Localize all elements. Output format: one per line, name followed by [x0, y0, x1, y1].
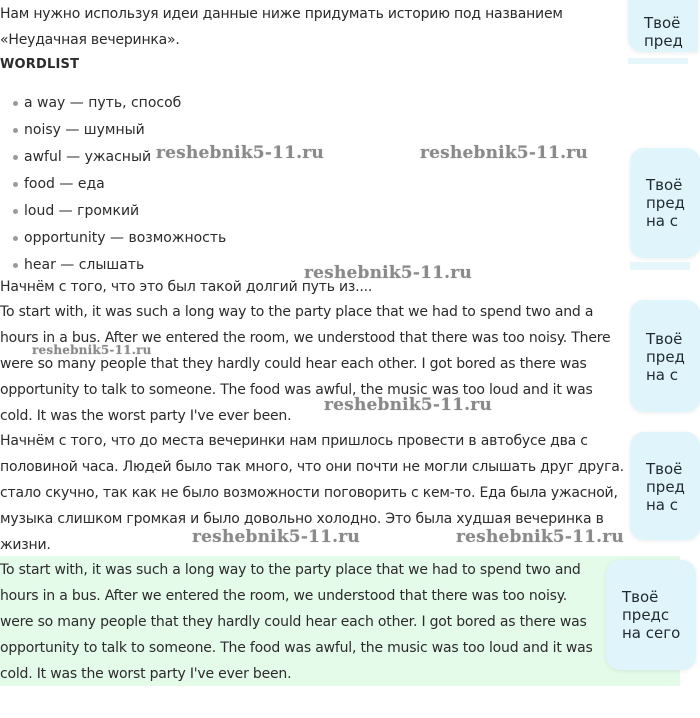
- story-line: Начнём с того, что до места вечеринки нам пришлось провести в автобусе два с: [0, 433, 588, 449]
- side-bubble[interactable]: [630, 432, 700, 540]
- task-line-2: «Неудачная вечеринка».: [0, 32, 180, 48]
- bullet-icon: [13, 236, 18, 241]
- story-line: hours in a bus. After we entered the room, we understood that there was too noisy.: [0, 588, 568, 604]
- bubble-line: Твоё: [622, 588, 659, 606]
- story-line: cold. It was the worst party I've ever been.: [0, 408, 292, 424]
- wordlist-item: awful — ужасный: [24, 149, 152, 165]
- bullet-icon: [13, 209, 18, 214]
- side-bubble[interactable]: [606, 560, 696, 670]
- bullet-icon: [13, 182, 18, 187]
- wordlist-item: loud — громкий: [24, 203, 140, 219]
- story-line: were so many people that they hardly could hear each other. I got bored as there was: [0, 614, 587, 630]
- wordlist-title: WORDLIST: [0, 57, 80, 72]
- bubble-line: на с: [646, 366, 679, 384]
- bubble-line: пред: [646, 348, 685, 366]
- bubble-line: Твоё: [646, 460, 683, 478]
- bullet-icon: [13, 263, 18, 268]
- task-line-1: Нам нужно используя идеи данные ниже придумать историю под названием: [0, 6, 563, 22]
- watermark: reshebnik5-11.ru: [32, 343, 152, 357]
- side-bubble[interactable]: [628, 0, 698, 52]
- watermark: reshebnik5-11.ru: [456, 527, 624, 547]
- watermark: reshebnik5-11.ru: [304, 263, 472, 283]
- story-line: hours in a bus. After we entered the room, we understood that there was too noisy. There: [0, 330, 611, 346]
- bubble-line: пред: [646, 194, 685, 212]
- story-line: To start with, it was such a long way to the party place that we had to spend two and: [0, 562, 581, 578]
- wordlist-item: opportunity — возможность: [24, 230, 227, 246]
- bubble-line: пред: [644, 32, 683, 50]
- bubble-line: Твоё: [646, 330, 683, 348]
- story-line: cold. It was the worst party I've ever been.: [0, 666, 292, 682]
- bullet-icon: [13, 128, 18, 133]
- story-line: половиной часа. Людей было так много, что они почти не могли слышать друг друга.: [0, 459, 624, 475]
- wordlist-item: a way — путь, способ: [24, 95, 182, 111]
- bubble-line: на сего: [622, 624, 681, 642]
- story-line: were so many people that they hardly could hear each other. I got bored as there was: [0, 356, 587, 372]
- story-line: музыка слишком громкая и было довольно холодно. Это была худшая вечеринка в: [0, 511, 604, 527]
- wordlist-item: noisy — шумный: [24, 122, 145, 138]
- bubble-line: Твоё: [646, 176, 683, 194]
- intro-line: Начнём с того, что это был такой долгий путь из....: [0, 279, 373, 295]
- bullet-icon: [13, 101, 18, 106]
- bubble-line: на с: [646, 212, 679, 230]
- wordlist-item: food — еда: [24, 176, 105, 192]
- side-bubble[interactable]: [630, 300, 700, 412]
- story-line: opportunity to talk to someone. The food was awful, the music was too loud and it was: [0, 640, 593, 656]
- bubble-line: предс: [622, 606, 670, 624]
- story-line: To start with, it was such a long way to the party place that we had to spend two and a: [0, 304, 594, 320]
- watermark: reshebnik5-11.ru: [192, 527, 360, 547]
- watermark: reshebnik5-11.ru: [420, 143, 588, 163]
- bullet-icon: [13, 155, 18, 160]
- bubble-line: на с: [646, 496, 679, 514]
- wordlist-item: hear — слышать: [24, 257, 145, 273]
- watermark: reshebnik5-11.ru: [324, 395, 492, 415]
- bubble-edge: [628, 58, 688, 64]
- watermark: reshebnik5-11.ru: [156, 143, 324, 163]
- story-line: opportunity to talk to someone. The food was awful, the music was too loud and it was: [0, 382, 593, 398]
- story-line: стало скучно, так как не было возможности поговорить с кем-то. Еда была ужасной,: [0, 485, 618, 501]
- bubble-line: Твоё: [644, 14, 681, 32]
- story-line: жизни.: [0, 537, 51, 553]
- side-bubble[interactable]: [630, 148, 700, 258]
- bubble-line: пред: [646, 478, 685, 496]
- bubble-edge: [630, 262, 690, 270]
